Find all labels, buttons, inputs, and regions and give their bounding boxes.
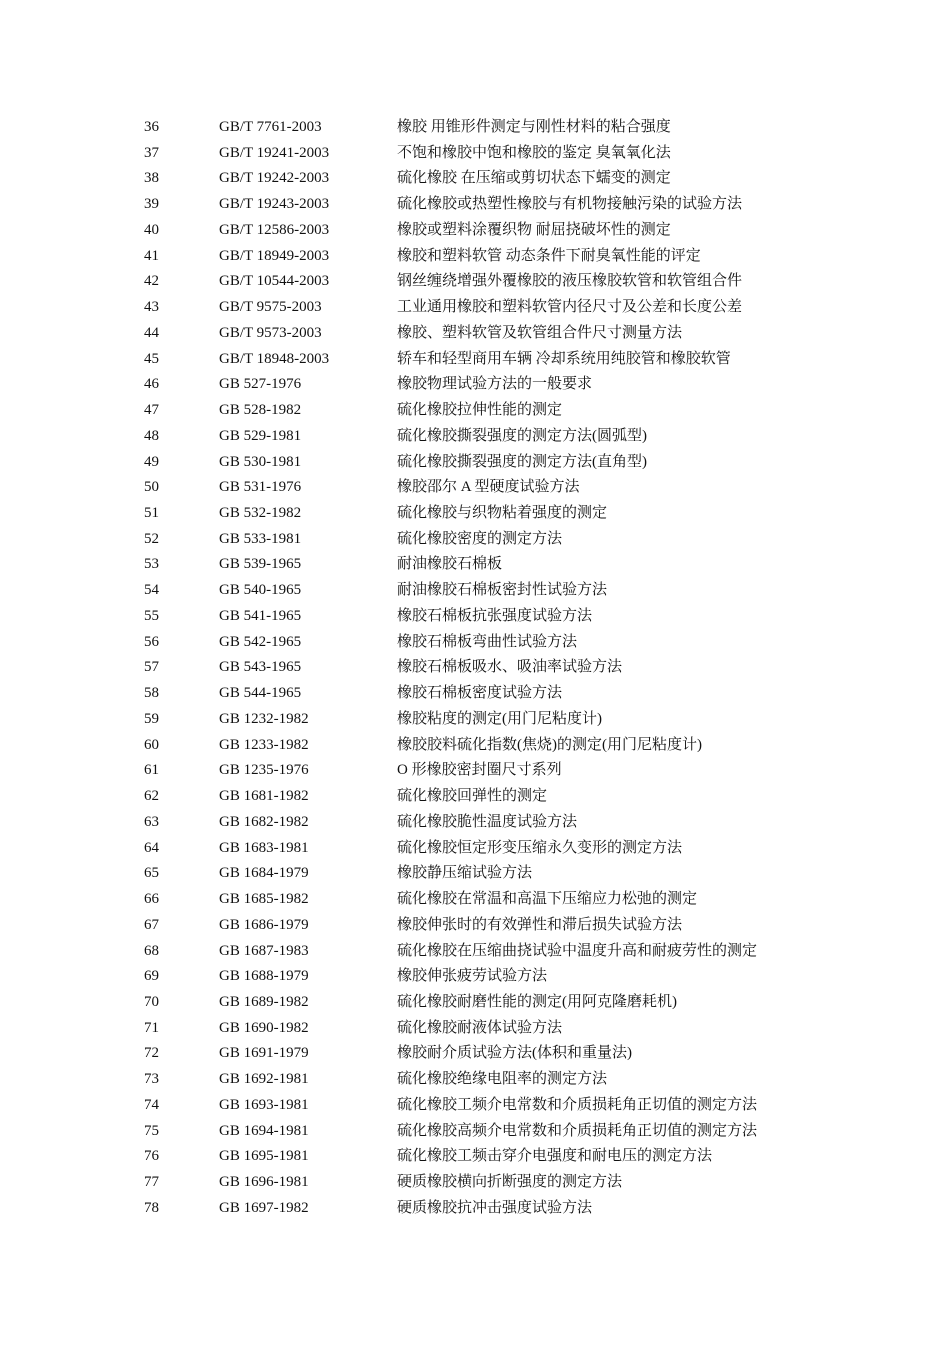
standard-code: GB/T 7761-2003 [219, 119, 322, 135]
standard-number: 50 [144, 479, 159, 496]
standard-code: GB 541-1965 [219, 607, 302, 624]
standard-number: 45 [144, 350, 159, 367]
standard-row [0, 1196, 950, 1222]
standard-row [0, 990, 950, 1016]
standard-title: 硫化橡胶耐液体试验方法 [397, 1019, 563, 1036]
standard-row [0, 475, 950, 501]
standard-row [0, 578, 950, 604]
standard-title: 橡胶伸张时的有效弹性和滞后损失试验方法 [397, 916, 683, 933]
standards-list [0, 115, 950, 1222]
standard-row [0, 192, 950, 218]
standard-row [0, 1093, 950, 1119]
standard-row [0, 295, 950, 321]
standard-title: 硫化橡胶回弹性的测定 [397, 788, 548, 805]
standard-number: 49 [144, 453, 159, 470]
standard-title: 橡胶和塑料软管 动态条件下耐臭氧性能的评定 [397, 247, 701, 264]
standard-number: 52 [144, 530, 159, 547]
standard-number: 76 [144, 1148, 159, 1165]
standard-row [0, 836, 950, 862]
standard-number: 57 [144, 659, 159, 676]
standard-row [0, 784, 950, 810]
standard-title: 橡胶石棉板吸水、吸油率试验方法 [397, 659, 623, 676]
standard-number: 66 [144, 891, 159, 908]
standard-code: GB 1684-1979 [219, 865, 309, 882]
standard-row [0, 552, 950, 578]
standard-code: GB 539-1965 [219, 556, 302, 573]
standard-code: GB 528-1982 [219, 402, 302, 419]
standard-row [0, 1119, 950, 1145]
standard-row [0, 733, 950, 759]
standard-code: GB 527-1976 [219, 376, 302, 393]
standard-row [0, 424, 950, 450]
standard-number: 38 [144, 170, 159, 187]
standard-row [0, 372, 950, 398]
standard-row [0, 707, 950, 733]
standard-number: 48 [144, 427, 159, 444]
standard-row [0, 681, 950, 707]
standard-code: GB 1682-1982 [219, 813, 309, 830]
standard-code: GB/T 19242-2003 [219, 170, 330, 187]
standard-number: 74 [144, 1096, 159, 1113]
standard-number: 60 [144, 736, 159, 753]
standard-row [0, 913, 950, 939]
standard-title: 橡胶邵尔 A 型硬度试验方法 [397, 479, 580, 496]
standard-title: 硬质橡胶横向折断强度的测定方法 [397, 1174, 623, 1191]
standard-row [0, 604, 950, 630]
standard-title: 硫化橡胶撕裂强度的测定方法(直角型) [397, 453, 647, 470]
standard-title: 橡胶石棉板抗张强度试验方法 [397, 607, 593, 624]
standard-code: GB 1694-1981 [219, 1122, 309, 1139]
standard-code: GB 533-1981 [219, 530, 302, 547]
standard-row [0, 1067, 950, 1093]
standard-title: 橡胶物理试验方法的一般要求 [397, 376, 593, 393]
standard-title: 硫化橡胶或热塑性橡胶与有机物接触污染的试验方法 [397, 196, 743, 213]
standard-code: GB 540-1965 [219, 582, 302, 599]
standard-title: 硫化橡胶密度的测定方法 [397, 530, 563, 547]
standard-row [0, 115, 950, 141]
standard-title: 橡胶或塑料涂覆织物 耐屈挠破坏性的测定 [397, 221, 671, 238]
standard-title: O 形橡胶密封圈尺寸系列 [397, 762, 562, 779]
standard-title: 不饱和橡胶中饱和橡胶的鉴定 臭氧氧化法 [397, 144, 671, 161]
standard-number: 69 [144, 968, 159, 985]
standard-code: GB/T 18949-2003 [219, 247, 330, 264]
standard-title: 橡胶石棉板弯曲性试验方法 [397, 633, 578, 650]
standard-code: GB 1235-1976 [219, 762, 309, 779]
standard-title: 橡胶耐介质试验方法(体积和重量法) [397, 1045, 632, 1062]
standard-number: 56 [144, 633, 159, 650]
standard-row [0, 321, 950, 347]
standard-title: 耐油橡胶石棉板密封性试验方法 [397, 582, 608, 599]
standard-title: 橡胶静压缩试验方法 [397, 865, 533, 882]
standard-code: GB 1233-1982 [219, 736, 309, 753]
standard-number: 68 [144, 942, 159, 959]
standard-title: 硫化橡胶 在压缩或剪切状态下蠕变的测定 [397, 170, 671, 187]
standard-title: 硫化橡胶拉伸性能的测定 [397, 402, 563, 419]
standard-title: 硬质橡胶抗冲击强度试验方法 [397, 1199, 593, 1216]
standard-number: 54 [144, 582, 159, 599]
standard-code: GB 1685-1982 [219, 891, 309, 908]
standard-code: GB 1232-1982 [219, 710, 309, 727]
standard-row [0, 527, 950, 553]
standard-code: GB 1693-1981 [219, 1096, 309, 1113]
standard-code: GB/T 18948-2003 [219, 350, 330, 367]
standard-code: GB 1695-1981 [219, 1148, 309, 1165]
standard-title: 硫化橡胶绝缘电阻率的测定方法 [397, 1071, 608, 1088]
standard-code: GB/T 19241-2003 [219, 144, 330, 161]
standard-title: 硫化橡胶在常温和高温下压缩应力松弛的测定 [397, 891, 698, 908]
standard-number: 77 [144, 1174, 159, 1191]
standard-code: GB 1687-1983 [219, 942, 309, 959]
standard-row [0, 758, 950, 784]
standard-title: 钢丝缠绕增强外覆橡胶的液压橡胶软管和软管组合件 [397, 273, 743, 290]
standard-number: 61 [144, 762, 159, 779]
standard-number: 47 [144, 402, 159, 419]
standard-number: 44 [144, 324, 159, 341]
standard-title: 硫化橡胶工频击穿介电强度和耐电压的测定方法 [397, 1148, 713, 1165]
standard-title: 硫化橡胶恒定形变压缩永久变形的测定方法 [397, 839, 683, 856]
standard-row [0, 630, 950, 656]
standard-code: GB/T 19243-2003 [219, 196, 330, 213]
standard-row [0, 1041, 950, 1067]
standard-code: GB/T 9573-2003 [219, 324, 322, 341]
standard-number: 70 [144, 993, 159, 1010]
standard-title: 橡胶胶料硫化指数(焦烧)的测定(用门尼粘度计) [397, 736, 702, 753]
standard-row [0, 141, 950, 167]
standard-number: 43 [144, 299, 159, 316]
standard-number: 58 [144, 685, 159, 702]
standard-title: 硫化橡胶在压缩曲挠试验中温度升高和耐疲劳性的测定 [397, 942, 758, 959]
standard-title: 工业通用橡胶和塑料软管内径尺寸及公差和长度公差 [397, 299, 743, 316]
standard-row [0, 166, 950, 192]
standard-row [0, 655, 950, 681]
standard-number: 41 [144, 247, 159, 264]
standard-row [0, 964, 950, 990]
standard-number: 53 [144, 556, 159, 573]
standard-number: 40 [144, 221, 159, 238]
standard-row [0, 887, 950, 913]
standard-code: GB 1696-1981 [219, 1174, 309, 1191]
standard-title: 硫化橡胶高频介电常数和介质损耗角正切值的测定方法 [397, 1122, 758, 1139]
standard-number: 72 [144, 1045, 159, 1062]
standard-number: 36 [144, 119, 159, 135]
standard-code: GB 544-1965 [219, 685, 302, 702]
standard-number: 46 [144, 376, 159, 393]
standard-row [0, 939, 950, 965]
standard-title: 橡胶、塑料软管及软管组合件尺寸测量方法 [397, 324, 683, 341]
standard-title: 橡胶伸张疲劳试验方法 [397, 968, 548, 985]
standard-row [0, 218, 950, 244]
standard-number: 55 [144, 607, 159, 624]
standard-number: 64 [144, 839, 159, 856]
standard-number: 62 [144, 788, 159, 805]
standard-row [0, 1144, 950, 1170]
standard-title: 硫化橡胶工频介电常数和介质损耗角正切值的测定方法 [397, 1096, 758, 1113]
standard-row [0, 861, 950, 887]
standard-number: 78 [144, 1199, 159, 1216]
standard-code: GB 542-1965 [219, 633, 302, 650]
standard-title: 硫化橡胶与织物粘着强度的测定 [397, 505, 608, 522]
standard-code: GB 1692-1981 [219, 1071, 309, 1088]
standard-row [0, 398, 950, 424]
standard-row [0, 810, 950, 836]
standard-code: GB 1690-1982 [219, 1019, 309, 1036]
standard-code: GB/T 12586-2003 [219, 221, 330, 238]
standard-code: GB/T 10544-2003 [219, 273, 330, 290]
standard-row [0, 269, 950, 295]
standard-number: 59 [144, 710, 159, 727]
standard-row [0, 347, 950, 373]
standard-number: 71 [144, 1019, 159, 1036]
standard-row [0, 450, 950, 476]
standard-row [0, 1170, 950, 1196]
standard-code: GB/T 9575-2003 [219, 299, 322, 316]
standard-row [0, 501, 950, 527]
standard-code: GB 543-1965 [219, 659, 302, 676]
standard-code: GB 1689-1982 [219, 993, 309, 1010]
standard-number: 67 [144, 916, 159, 933]
standard-code: GB 1681-1982 [219, 788, 309, 805]
standard-code: GB 1683-1981 [219, 839, 309, 856]
standard-code: GB 1686-1979 [219, 916, 309, 933]
standard-title: 耐油橡胶石棉板 [397, 556, 503, 573]
standard-title: 橡胶 用锥形件测定与刚性材料的粘合强度 [397, 119, 671, 135]
standard-row [0, 1016, 950, 1042]
standard-code: GB 529-1981 [219, 427, 302, 444]
standard-number: 39 [144, 196, 159, 213]
standard-number: 73 [144, 1071, 159, 1088]
standard-code: GB 1688-1979 [219, 968, 309, 985]
standard-title: 轿车和轻型商用车辆 冷却系统用纯胶管和橡胶软管 [397, 350, 731, 367]
standard-code: GB 1697-1982 [219, 1199, 309, 1216]
standard-number: 75 [144, 1122, 159, 1139]
standard-number: 65 [144, 865, 159, 882]
standard-number: 42 [144, 273, 159, 290]
standard-number: 37 [144, 144, 159, 161]
standard-number: 51 [144, 505, 159, 522]
standard-title: 橡胶石棉板密度试验方法 [397, 685, 563, 702]
standard-code: GB 532-1982 [219, 505, 302, 522]
standard-code: GB 530-1981 [219, 453, 302, 470]
standard-number: 63 [144, 813, 159, 830]
standard-row [0, 244, 950, 270]
standard-title: 硫化橡胶脆性温度试验方法 [397, 813, 578, 830]
standard-title: 硫化橡胶撕裂强度的测定方法(圆弧型) [397, 427, 647, 444]
standard-title: 橡胶粘度的测定(用门尼粘度计) [397, 710, 602, 727]
standard-title: 硫化橡胶耐磨性能的测定(用阿克隆磨耗机) [397, 993, 677, 1010]
standard-code: GB 531-1976 [219, 479, 302, 496]
standard-code: GB 1691-1979 [219, 1045, 309, 1062]
